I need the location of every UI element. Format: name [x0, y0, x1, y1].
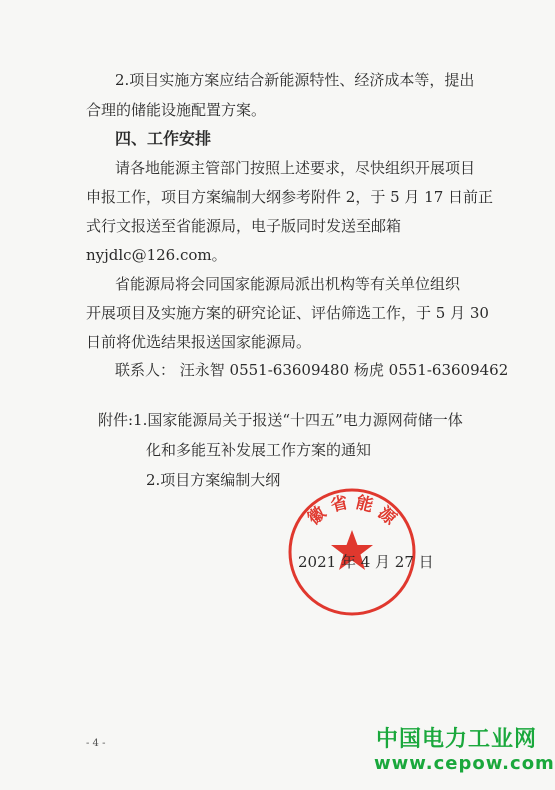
signature-date: 2021 年 4 月 27 日 [298, 553, 434, 571]
paragraph-line: 请各地能源主管部门按照上述要求，尽快组织开展项目 [115, 159, 476, 177]
contacts-line: 联系人： 汪永智 0551-63609480 杨虎 0551-63609462 [115, 361, 509, 379]
paragraph-line: 日前将优选结果报送国家能源局。 [86, 333, 312, 351]
paragraph-line: 开展项目及实施方案的研究论证、评估筛选工作，于 5 月 30 [86, 304, 489, 322]
paragraph-line: 式行文报送至省能源局，电子版同时发送至邮箱 [86, 217, 402, 235]
seal-text: 徽 省 能 源 [304, 492, 400, 530]
svg-text:徽 省 能 源 [304, 492, 402, 530]
watermark-name: 中国电力工业网 [376, 727, 538, 752]
section-heading: 四、工作安排 [115, 129, 212, 148]
attachment-line: 化和多能互补发展工作方案的通知 [146, 441, 372, 459]
attachment-line: 附件:1.国家能源局关于报送“十四五”电力源网荷储一体 [98, 411, 463, 429]
email-line: nyjdlc@126.com。 [86, 246, 227, 264]
paragraph-line: 省能源局将会同国家能源局派出机构等有关单位组织 [115, 275, 461, 293]
paragraph-line: 2.项目实施方案应结合新能源特性、经济成本等，提出 [115, 71, 475, 89]
page-number: - 4 - [86, 738, 106, 749]
watermark-url: www.cepow.com [374, 753, 555, 774]
paragraph-line: 合理的储能设施配置方案。 [86, 101, 267, 119]
attachment-line: 2.项目方案编制大纲 [146, 471, 281, 489]
paragraph-line: 申报工作，项目方案编制大纲参考附件 2，于 5 月 17 日前正 [86, 188, 494, 206]
